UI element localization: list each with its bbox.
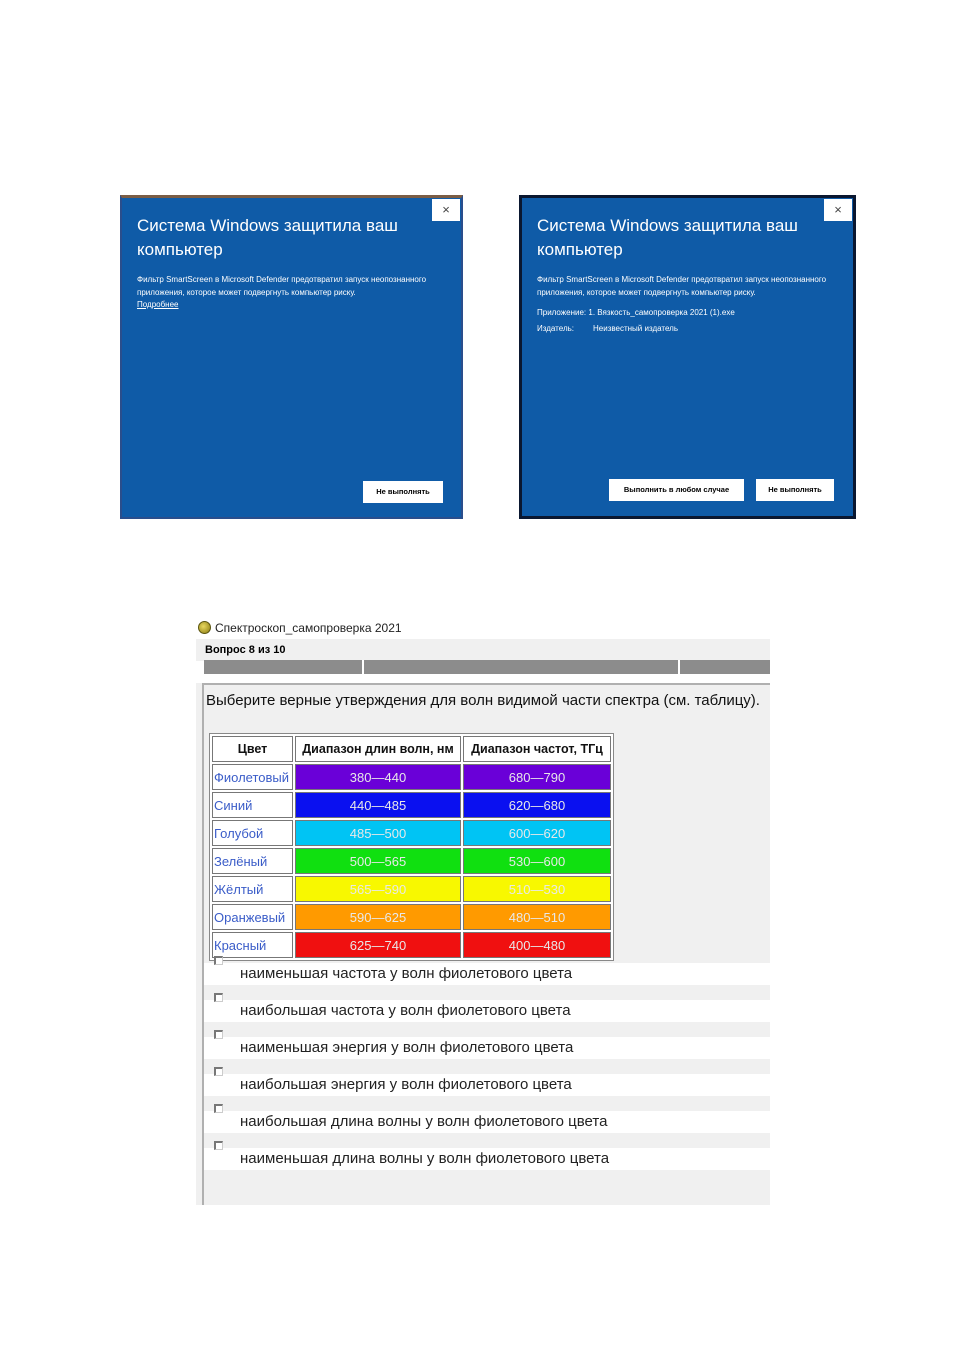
answer-checkbox[interactable] — [214, 956, 223, 965]
publisher-value: Неизвестный издатель — [593, 323, 678, 333]
answer-checkbox[interactable] — [214, 993, 223, 1002]
question-text: Выберите верные утверждения для волн видимой части спектра (см. таблицу). — [206, 692, 760, 709]
dialog-message: Фильтр SmartScreen в Microsoft Defender предотвратил запуск неопознанного приложения, которое может подвергнуть компьютер риску. — [137, 275, 427, 297]
run-anyway-button[interactable]: Выполнить в любом случае — [609, 479, 744, 501]
progress-segment — [364, 660, 678, 674]
answer-checkbox[interactable] — [214, 1067, 223, 1076]
frequency-cell: 480—510 — [463, 904, 611, 930]
question-counter: Вопрос 8 из 10 — [205, 644, 286, 656]
app-name-line: Приложение: 1. Вязкость_самопроверка 2021 (1).exe — [537, 308, 735, 317]
progress-bar — [204, 660, 770, 674]
answer-option[interactable] — [204, 1111, 770, 1133]
color-name-cell: Жёлтый — [212, 876, 293, 902]
question-counter-bar — [196, 639, 770, 661]
answer-label: наибольшая частота у волн фиолетового цвета — [240, 1002, 571, 1019]
frequency-cell: 400—480 — [463, 932, 611, 958]
header-frequency: Диапазон частот, ТГц — [463, 736, 611, 762]
answer-checkbox[interactable] — [214, 1030, 223, 1039]
spectrum-table — [209, 733, 614, 961]
answer-option[interactable] — [204, 1074, 770, 1096]
dialog-title: Система Windows защитила ваш компьютер — [137, 216, 398, 259]
smartscreen-dialog-details — [519, 195, 856, 519]
wavelength-cell: 590—625 — [295, 904, 461, 930]
answer-checkbox[interactable] — [214, 1104, 223, 1113]
color-name-cell: Синий — [212, 792, 293, 818]
wavelength-cell: 440—485 — [295, 792, 461, 818]
dialog-body — [537, 274, 837, 335]
app-icon — [198, 621, 211, 634]
test-window — [196, 615, 770, 1205]
color-name-cell: Зелёный — [212, 848, 293, 874]
answer-label: наибольшая энергия у волн фиолетового цвета — [240, 1076, 572, 1093]
wavelength-cell: 565—590 — [295, 876, 461, 902]
dialog-body — [137, 274, 437, 312]
header-color: Цвет — [212, 736, 293, 762]
answer-option[interactable] — [204, 1148, 770, 1170]
frequency-cell: 600—620 — [463, 820, 611, 846]
answer-option[interactable] — [204, 1037, 770, 1059]
window-title: Спектроскоп_самопроверка 2021 — [215, 621, 402, 635]
answer-label: наименьшая частота у волн фиолетового цвета — [240, 965, 573, 982]
wavelength-cell: 500—565 — [295, 848, 461, 874]
color-name-cell: Голубой — [212, 820, 293, 846]
answer-option[interactable] — [204, 1000, 770, 1022]
color-name-cell: Оранжевый — [212, 904, 293, 930]
answer-label: наименьшая энергия у волн фиолетового цвета — [240, 1039, 574, 1056]
publisher-line — [537, 323, 837, 336]
table-row — [212, 792, 611, 818]
frequency-cell: 510—530 — [463, 876, 611, 902]
smartscreen-dialog-basic — [120, 195, 463, 519]
table-row — [212, 764, 611, 790]
wavelength-cell: 380—440 — [295, 764, 461, 790]
answer-option[interactable] — [204, 963, 770, 985]
publisher-label: Издатель: — [537, 323, 574, 333]
frequency-cell: 680—790 — [463, 764, 611, 790]
dialog-title: Система Windows защитила ваш компьютер — [537, 216, 798, 259]
answer-checkbox[interactable] — [214, 1141, 223, 1150]
color-name-cell: Красный — [212, 932, 293, 958]
more-info-link[interactable]: Подробнее — [137, 300, 179, 309]
header-wavelength: Диапазон длин волн, нм — [295, 736, 461, 762]
table-row — [212, 932, 611, 958]
window-titlebar — [196, 618, 770, 638]
close-button[interactable]: × — [432, 199, 460, 221]
wavelength-cell: 485—500 — [295, 820, 461, 846]
dont-run-button[interactable]: Не выполнять — [363, 481, 443, 503]
table-row — [212, 848, 611, 874]
close-button[interactable]: × — [824, 199, 852, 221]
frequency-cell: 620—680 — [463, 792, 611, 818]
color-name-cell: Фиолетовый — [212, 764, 293, 790]
progress-segment — [680, 660, 770, 674]
question-panel — [196, 683, 770, 1205]
dont-run-button[interactable]: Не выполнять — [756, 479, 834, 501]
wavelength-cell: 625—740 — [295, 932, 461, 958]
table-row — [212, 904, 611, 930]
answer-label: наибольшая длина волны у волн фиолетового цвета — [240, 1113, 608, 1130]
answer-label: наименьшая длина волны у волн фиолетового цвета — [240, 1150, 610, 1167]
dialog-message: Фильтр SmartScreen в Microsoft Defender предотвратил запуск неопознанного приложения, которое может подвергнуть компьютер риску. — [537, 275, 827, 297]
table-row — [212, 820, 611, 846]
progress-segment — [204, 660, 362, 674]
table-row — [212, 876, 611, 902]
frequency-cell: 530—600 — [463, 848, 611, 874]
